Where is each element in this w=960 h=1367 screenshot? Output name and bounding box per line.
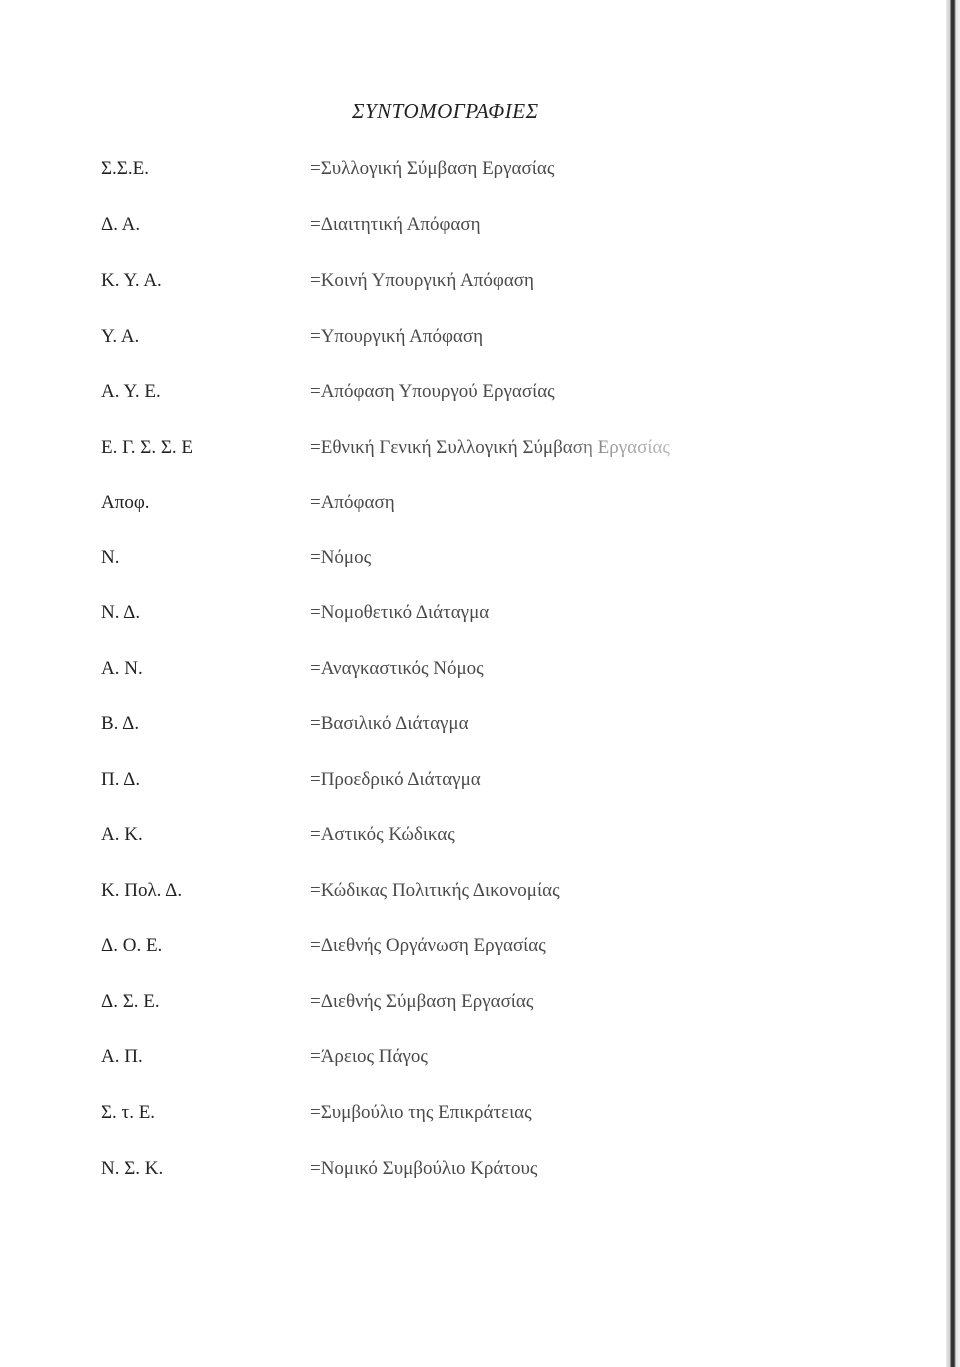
- abbreviation: Β. Δ.: [101, 713, 140, 734]
- abbreviation-row: [0, 769, 900, 799]
- abbreviation-meaning: =Συλλογική Σύμβαση Εργασίας: [310, 158, 555, 179]
- abbreviation: Ν.: [101, 547, 120, 568]
- abbreviation: Α. Υ. Ε.: [101, 381, 161, 402]
- abbreviation-row: [0, 214, 900, 244]
- abbreviation-row: [0, 880, 900, 910]
- abbreviation-meaning: =Νομικό Συμβούλιο Κράτους: [310, 1158, 538, 1179]
- abbreviation-meaning: =Διαιτητική Απόφαση: [310, 214, 481, 235]
- abbreviation-meaning: =Αναγκαστικός Νόμος: [310, 658, 484, 679]
- abbreviation-row: [0, 602, 900, 632]
- abbreviation-row: [0, 991, 900, 1021]
- abbreviation: Δ. Ο. Ε.: [101, 935, 163, 956]
- abbreviation-row: [0, 713, 900, 743]
- abbreviation: Δ. Α.: [101, 214, 141, 235]
- abbreviation: Ν. Δ.: [101, 602, 141, 623]
- abbreviation-meaning: =Συμβούλιο της Επικράτειας: [310, 1102, 532, 1123]
- abbreviation: Α. Κ.: [101, 824, 143, 845]
- abbreviation: Π. Δ.: [101, 769, 141, 790]
- abbreviation-row: [0, 326, 900, 356]
- abbreviation-row: [0, 547, 900, 577]
- abbreviation-meaning: =Άρειος Πάγος: [310, 1046, 428, 1067]
- abbreviation: Κ. Υ. Α.: [101, 270, 162, 291]
- abbreviation: Σ.Σ.Ε.: [101, 158, 149, 179]
- abbreviation-row: [0, 935, 900, 965]
- abbreviation-row: [0, 658, 900, 688]
- abbreviation-row: [0, 270, 900, 300]
- abbreviation: Α. Ν.: [101, 658, 143, 679]
- abbreviation: Δ. Σ. Ε.: [101, 991, 160, 1012]
- abbreviation: Ν. Σ. Κ.: [101, 1158, 164, 1179]
- abbreviation-row: [0, 158, 900, 188]
- abbreviation-meaning: =Κώδικας Πολιτικής Δικονομίας: [310, 880, 560, 901]
- abbreviation: Ε. Γ. Σ. Σ. Ε: [101, 437, 194, 458]
- abbreviation-meaning: =Προεδρικό Διάταγμα: [310, 769, 481, 790]
- abbreviation: Υ. Α.: [101, 326, 140, 347]
- abbreviation-meaning: =Απόφαση: [310, 492, 395, 513]
- abbreviation-meaning: =Διεθνής Σύμβαση Εργασίας: [310, 991, 534, 1012]
- abbreviation-meaning: =Νόμος: [310, 547, 372, 568]
- abbreviation-meaning: =Αστικός Κώδικας: [310, 824, 455, 845]
- abbreviation: Α. Π.: [101, 1046, 143, 1067]
- abbreviation: Αποφ.: [101, 492, 150, 513]
- abbreviation-meaning: =Εθνική Γενική Συλλογική Σύμβαση Εργασίας: [310, 437, 670, 458]
- abbreviation-row: [0, 824, 900, 854]
- scan-page-edge: [946, 0, 960, 1367]
- abbreviation-meaning: =Βασιλικό Διάταγμα: [310, 713, 469, 734]
- abbreviation-row: [0, 381, 900, 411]
- abbreviation-meaning: =Απόφαση Υπουργού Εργασίας: [310, 381, 555, 402]
- abbreviation-row: [0, 1046, 900, 1076]
- abbreviation-meaning: =Νομοθετικό Διάταγμα: [310, 602, 490, 623]
- abbreviation-row: [0, 492, 900, 522]
- abbreviation-meaning: =Υπουργική Απόφαση: [310, 326, 484, 347]
- abbreviation-row: [0, 1102, 900, 1132]
- abbreviation: Σ. τ. Ε.: [101, 1102, 156, 1123]
- abbreviation-row: [0, 1158, 900, 1188]
- page-title: ΣΥΝΤΟΜΟΓΡΑΦΙΕΣ: [352, 99, 539, 123]
- abbreviation-row: [0, 437, 900, 467]
- abbreviation-meaning: =Κοινή Υπουργική Απόφαση: [310, 270, 534, 291]
- abbreviation-meaning: =Διεθνής Οργάνωση Εργασίας: [310, 935, 546, 956]
- abbreviation: Κ. Πολ. Δ.: [101, 880, 183, 901]
